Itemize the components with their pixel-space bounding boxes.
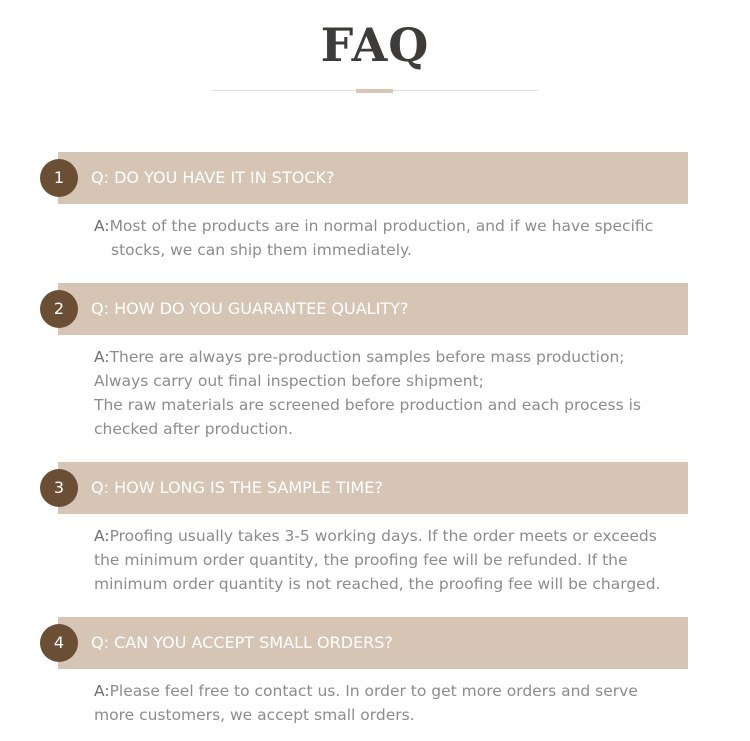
question-number-badge: 3 — [40, 469, 78, 507]
question-text: Q: DO YOU HAVE IT IN STOCK? — [91, 168, 335, 187]
question-number-badge: 1 — [40, 159, 78, 197]
title-divider-accent — [356, 89, 393, 93]
answer-line: A:Most of the products are in normal production, and if we have specific — [94, 217, 654, 235]
answer-line: A:There are always pre-production samples before mass production; — [94, 348, 625, 366]
answer-label: A: — [94, 217, 110, 235]
question-text: Q: CAN YOU ACCEPT SMALL ORDERS? — [91, 633, 393, 652]
answer-label: A: — [94, 682, 110, 700]
answer-line: the minimum order quantity, the proofing fee will be refunded. If the — [94, 551, 628, 569]
answer-line: The raw materials are screened before production and each process is — [94, 396, 641, 414]
question-text: Q: HOW LONG IS THE SAMPLE TIME? — [91, 478, 383, 497]
answer-line: checked after production. — [94, 420, 293, 438]
answer-text — [94, 679, 694, 727]
answer-line: A:Proofing usually takes 3-5 working days. If the order meets or exceeds — [94, 527, 657, 545]
answer-text — [94, 524, 694, 596]
answer-line: more customers, we accept small orders. — [94, 706, 415, 724]
answer-line: stocks, we can ship them immediately. — [111, 241, 412, 259]
answer-label: A: — [94, 348, 110, 366]
answer-line: A:Please feel free to contact us. In order to get more orders and serve — [94, 682, 638, 700]
answer-line: minimum order quantity is not reached, the proofing fee will be charged. — [94, 575, 661, 593]
page-title: FAQ — [320, 18, 430, 72]
question-number-badge: 4 — [40, 624, 78, 662]
answer-text — [94, 345, 694, 441]
question-number-badge: 2 — [40, 290, 78, 328]
question-text: Q: HOW DO YOU GUARANTEE QUALITY? — [91, 299, 409, 318]
answer-line: Always carry out final inspection before shipment; — [94, 372, 484, 390]
answer-label: A: — [94, 527, 110, 545]
answer-text — [94, 214, 694, 262]
